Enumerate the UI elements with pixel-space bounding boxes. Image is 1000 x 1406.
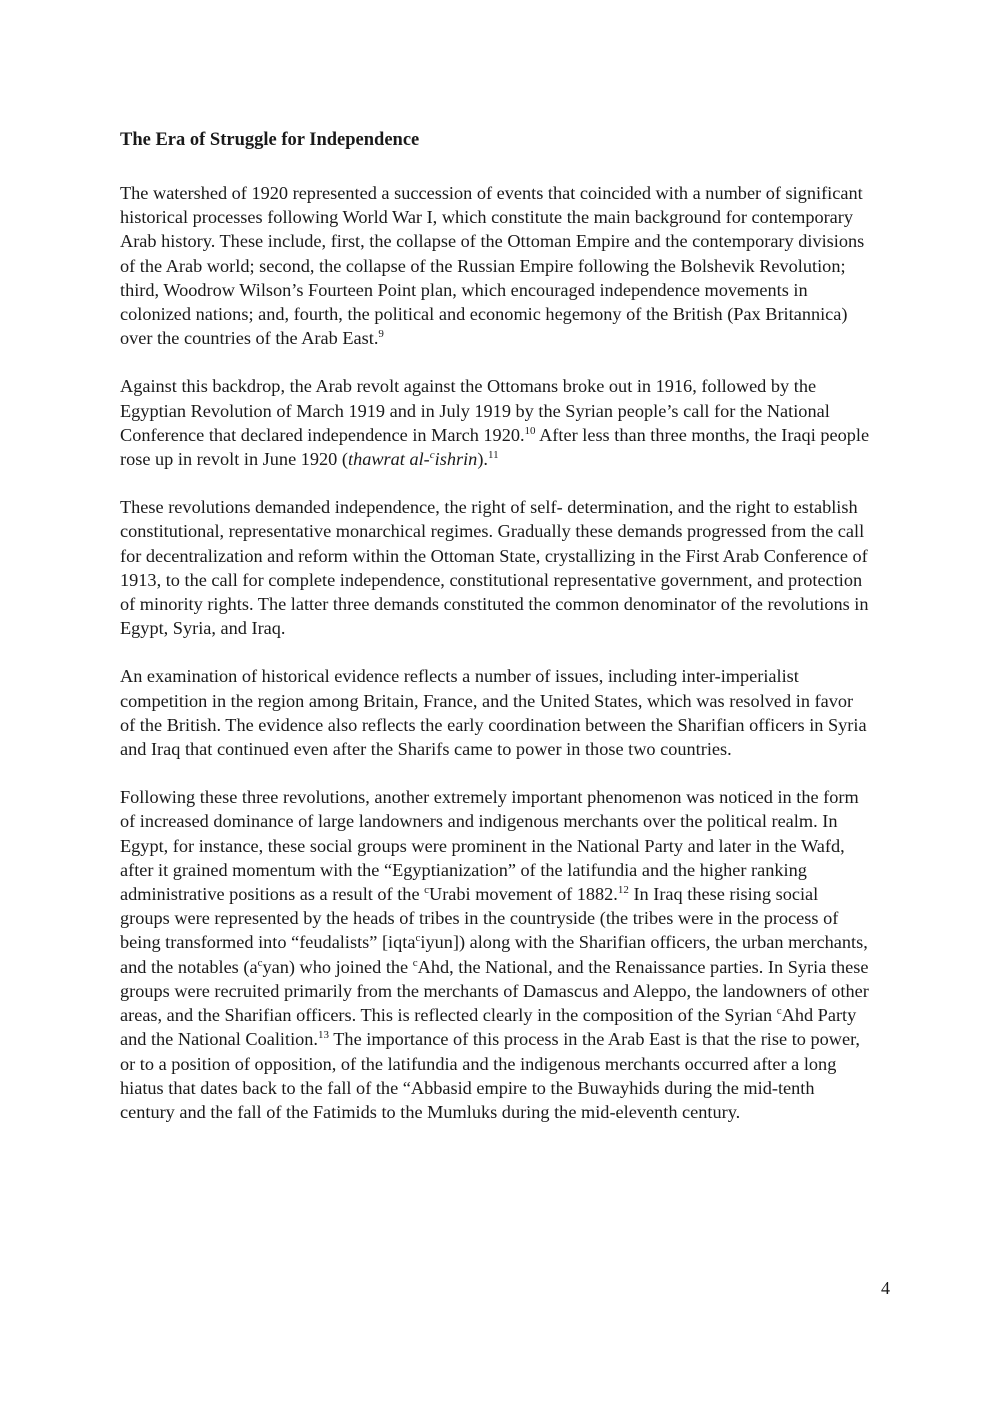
paragraph-2 [120, 374, 870, 471]
paragraph-1 [120, 181, 870, 350]
paragraph-5-text-g: Ahd Party and the National Coalition. [120, 1005, 857, 1050]
paragraph-2-text-a: Against this backdrop, the Arab revolt against the Ottomans broke out in 1916, followed by the Egyptian Revolution of March 1919 and in July 1919 by the Syrian people’s call for the National Conference that declared independence in March 1920. [120, 376, 830, 445]
footnote-ref-10: 10 [524, 424, 536, 437]
ayn-mark: c [257, 956, 263, 969]
paragraph-5-text-b: Urabi movement of 1882. [429, 884, 618, 905]
footnote-ref-11: 11 [488, 448, 499, 461]
paragraph-5 [120, 785, 870, 1124]
paragraph-5-text-a: Following these three revolutions, another extremely important phenomenon was noticed in the form of increased dominance of large landowners and indigenous merchants over the political realm. In Egypt, for instance, these social groups were prominent in the National Party and later in the Wafd, after it grained momentum with the “Egyptianization” of the latifundia and the higher ranking administrative positions as a result of the [120, 787, 859, 905]
italic-term-thawrat [348, 449, 477, 469]
ayn-mark: c [412, 956, 418, 969]
ayn-mark: c [429, 448, 435, 461]
footnote-ref-9: 9 [378, 328, 384, 341]
paragraph-2-text-c: ). [477, 449, 488, 470]
paragraph-2-text-b: After less than three months, the Iraqi people rose up in revolt in June 1920 ( [120, 424, 870, 470]
paragraph-5-text-d: iyun]) along with the Sharifian officers, the urban merchants, and the notables (a [120, 932, 868, 977]
document-body [120, 128, 870, 1148]
ayn-mark: c [424, 883, 430, 896]
ayn-mark: c [776, 1005, 782, 1017]
paragraph-5-text-e: yan) who joined the [262, 956, 413, 977]
ayn-mark: c [415, 932, 421, 945]
paragraph-1-text: The watershed of 1920 represented a succession of events that coincided with a number of significant historical processes following World War I, which constitute the main background for contemporary Arab history. These include, first, the collapse of the Ottoman Empire and the contemporary divisions of the Arab world; second, the collapse of the Russian Empire following the Bolshevik Revolution; third, Woodrow Wilson’s Fourteen Point plan, which encouraged independence movements in colonized nations; and, fourth, the political and economic hegemony of the British (Pax Britannica) over the countries of the Arab East. [120, 183, 865, 349]
footnote-ref-13: 13 [318, 1029, 330, 1042]
italic-term-part-b: ishrin [434, 449, 478, 470]
paragraph-3: These revolutions demanded independence, the right of self- determination, and the right to establish constitutional, representative monarchical regimes. Gradually these demands progressed from the call for decentralization and reform within the Ottoman State, crystallizing in the First Arab Conference of 1913, to the call for complete independence, constitutional representative government, and protection of minority rights. The latter three demands constituted the common denominator of the revolutions in Egypt, Syria, and Iraq. [120, 497, 869, 639]
paragraph-4: An examination of historical evidence reflects a number of issues, including inter-imperialist competition in the region among Britain, France, and the United States, which was resolved in favor of the British. The evidence also reflects the early coordination between the Sharifian officers in Syria and Iraq that continued even after the Sharifs came to power in those two countries. [120, 666, 867, 760]
paragraph-5-text-c: In Iraq these rising social groups were represented by the heads of tribes in the countryside (the tribes were in the process of being transformed into “feudalists” [iqta [120, 884, 839, 953]
paragraph-5-text-h: The importance of this process in the Arab East is that the rise to power, or to a position of opposition, of the latifundia and the indigenous merchants occurred after a long hiatus that dates back to the fall of the “Abbasid empire to the Buwayhids during the mid-tenth century and the fall of the Fatimids to the Mumluks during the mid-eleventh century. [120, 1029, 861, 1122]
section-heading: The Era of Struggle for Independence [120, 130, 420, 150]
footnote-ref-12: 12 [617, 883, 629, 896]
italic-term-part-a: thawrat al- [347, 449, 430, 470]
page-number: 4 [881, 1278, 890, 1298]
paragraph-5-text-f: Ahd, the National, and the Renaissance parties. In Syria these groups were recruited primarily from the merchants of Damascus and Aleppo, the landowners of other areas, and the Sharifian officers. This is reflected clearly in the composition of the Syrian [120, 956, 869, 1026]
